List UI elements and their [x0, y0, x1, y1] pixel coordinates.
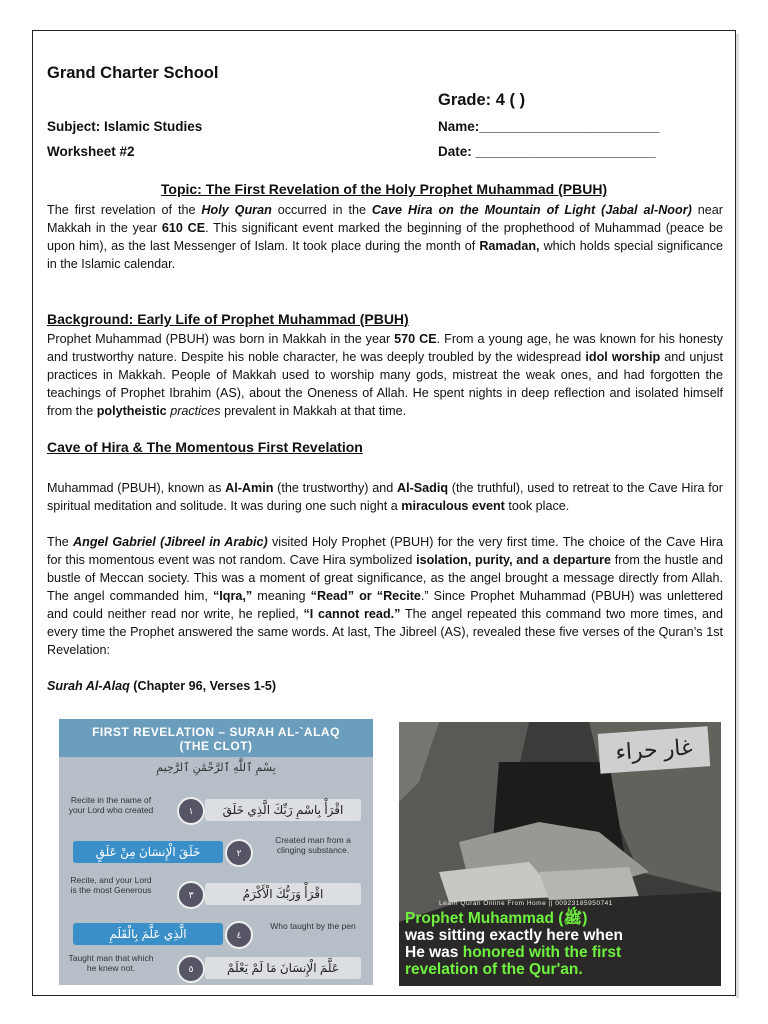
- surah-alaq-infographic: [59, 719, 373, 985]
- verse-translation: Taught man that which he knew not.: [68, 953, 154, 973]
- verse-translation: Recite, and your Lord is the most Generous: [70, 875, 152, 895]
- verse-row: [59, 833, 373, 873]
- photo-caption: [405, 910, 715, 978]
- basmala: بِسْمِ ٱللَّٰهِ ٱلرَّحْمَٰنِ ٱلرَّحِيمِ: [156, 762, 276, 774]
- verse-translation: Recite in the name of your Lord who created: [68, 795, 154, 815]
- caption-line-2: was sitting exactly here when: [405, 927, 623, 944]
- cave-hira-photo: [399, 722, 721, 986]
- grade-field: Grade: 4 ( ): [438, 91, 526, 109]
- cave-heading: Cave of Hira & The Momentous First Revelation: [47, 439, 363, 455]
- background-heading: Background: Early Life of Prophet Muhammad (PBUH): [47, 311, 409, 327]
- name-field: Name:________________________: [438, 119, 660, 134]
- verse-number: ٢: [225, 839, 253, 867]
- intro-paragraph: The first revelation of the Holy Quran occurred in the Cave Hira on the Mountain of Light (Jabal al-Noor) near Makkah in the year 610 CE. This significant event marked the beginning of the prophethood of Muhammad (peace be upon him), as the last Messenger of Islam. It took place during the month of Ramadan, which holds special significance in the Islamic calendar.: [47, 203, 723, 271]
- watermark-url: Learn Quran Online From Home || 00923185950741: [439, 900, 613, 907]
- verse-number: ٤: [225, 921, 253, 949]
- school-name: Grand Charter School: [47, 64, 219, 82]
- verse-arabic: عَلَّمَ الْإِنسَانَ مَا لَمْ يَعْلَمْ: [205, 957, 361, 979]
- infographic-title-line-2: (THE CLOT): [179, 739, 253, 753]
- verse-arabic: الَّذِي عَلَّمَ بِالْقَلَمِ: [73, 923, 223, 945]
- verse-row: [59, 791, 373, 831]
- infographic-title: [59, 719, 373, 757]
- subject-label: Subject: Islamic Studies: [47, 119, 203, 134]
- caption-line-1: Prophet Muhammad (ﷺ): [405, 910, 588, 927]
- worksheet-page: [32, 30, 736, 996]
- background-paragraph: Prophet Muhammad (PBUH) was born in Makkah in the year 570 CE. From a young age, he was known for his honesty and trustworthy nature. Despite his noble character, he was deeply troubled by the widespread idol worship and unjust practices in Makkah. People of Makkah used to worship many gods, mistreat the weak ones, and had forgotten the teachings of Prophet Ibrahim (AS), about the Oneness of Allah. He spent nights in deep reflection and isolated himself from the polytheistic practices prevalent in Makkah at that time.: [47, 332, 723, 418]
- ghar-hira-sign: غار حراء: [598, 726, 711, 774]
- topic-heading: Topic: The First Revelation of the Holy Prophet Muhammad (PBUH): [160, 181, 608, 197]
- verse-row: [59, 947, 373, 985]
- cave-paragraph-1: Muhammad (PBUH), known as Al-Amin (the trustworthy) and Al-Sadiq (the truthful), used to retreat to the Cave Hira for spiritual meditation and solitude. It was during one such night a miraculous event took place.: [47, 481, 723, 513]
- date-field: Date: ________________________: [438, 144, 656, 159]
- infographic-title-line-1: FIRST REVELATION – SURAH AL-`ALAQ: [92, 725, 340, 739]
- caption-line-3: He was honored with the first: [405, 944, 622, 961]
- verse-number: ١: [177, 797, 205, 825]
- verse-translation: Who taught by the pen: [270, 921, 356, 931]
- verse-number: ٣: [177, 881, 205, 909]
- verse-number: ٥: [177, 955, 205, 983]
- verse-translation: Created man from a clinging substance.: [275, 835, 351, 855]
- verse-arabic: خَلَقَ الْإِنسَانَ مِنْ عَلَقٍ: [73, 841, 223, 863]
- cave-paragraph-2: The Angel Gabriel (Jibreel in Arabic) visited Holy Prophet (PBUH) for the very first time. The choice of the Cave Hira for this momentous event was not random. Cave Hira symbolized isolation, purity, and a departure from the hustle and bustle of Meccan society. This was a moment of great significance, as the angel brought a message directly from Allah. The angel commanded him, “Iqra,” meaning “Read” or “Recite.” Since Prophet Muhammad (PBUH) was unlettered and could neither read nor write, he replied, “I cannot read.” The angel repeated this command two more times, and every time the Prophet answered the same words. At last, The Jibreel (AS), revealed these five verses of the Quran’s 1st Revelation:: [47, 535, 724, 657]
- verse-row: [59, 875, 373, 915]
- surah-reference: Surah Al-Alaq (Chapter 96, Verses 1-5): [47, 679, 277, 693]
- worksheet-number: Worksheet #2: [47, 144, 135, 159]
- verse-arabic: اقْرَأْ وَرَبُّكَ الْأَكْرَمُ: [205, 883, 361, 905]
- verse-arabic: اقْرَأْ بِاسْمِ رَبِّكَ الَّذِي خَلَقَ: [205, 799, 361, 821]
- caption-line-4: revelation of the Qur'an.: [405, 961, 583, 978]
